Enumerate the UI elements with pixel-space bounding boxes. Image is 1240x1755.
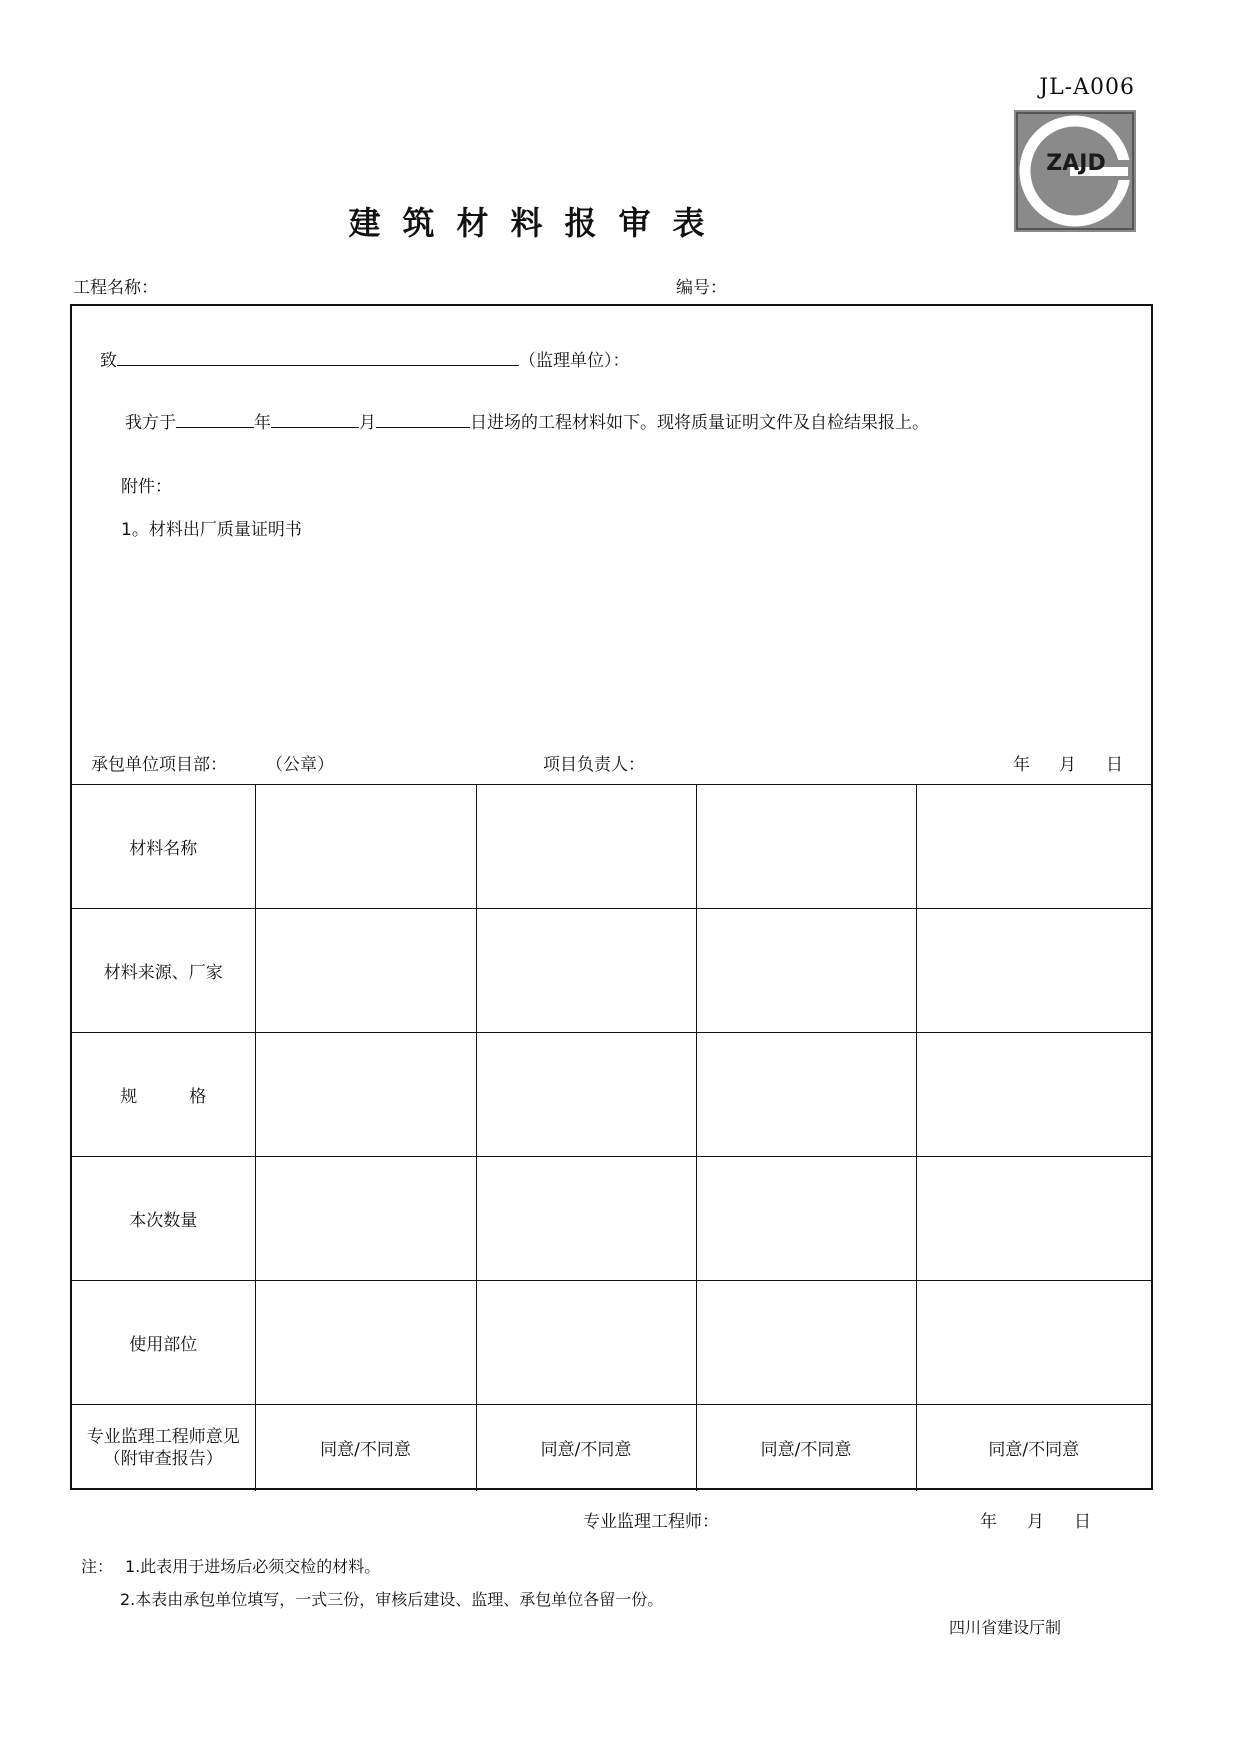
row-label-material-name: 材料名称 (72, 785, 255, 909)
table-cell[interactable] (255, 909, 476, 1033)
table-cell[interactable] (916, 1033, 1151, 1157)
table-cell[interactable] (916, 785, 1151, 909)
note-1: 1.此表用于进场后必须交检的材料。 (125, 1557, 381, 1576)
year-label: 年 (254, 413, 271, 433)
table-cell[interactable] (916, 1281, 1151, 1405)
date-month-label: 月 (1059, 755, 1076, 775)
project-name-label: 工程名称： (73, 278, 158, 298)
spec-char-2: 格 (189, 1087, 207, 1107)
table-row (72, 1157, 1151, 1281)
statement-prefix: 我方于 (125, 413, 176, 433)
table-cell[interactable] (255, 1157, 476, 1281)
agree-option[interactable]: 同意/不同意 (255, 1405, 476, 1491)
table-row (72, 1281, 1151, 1405)
statement-suffix: 日进场的工程材料如下。现将质量证明文件及自检结果报上。 (470, 413, 929, 433)
spec-char-1: 规 (120, 1087, 138, 1107)
issuer: 四川省建设厅制 (949, 1618, 1062, 1637)
agree-option[interactable]: 同意/不同意 (476, 1405, 696, 1491)
form-code: JL-A006 (1039, 75, 1135, 100)
agree-option[interactable]: 同意/不同意 (916, 1405, 1151, 1491)
row-label-opinion (72, 1405, 255, 1491)
to-label: 致 (100, 351, 117, 371)
table-cell[interactable] (476, 1281, 696, 1405)
table-cell[interactable] (696, 909, 916, 1033)
month-label: 月 (359, 413, 376, 433)
date-year-label: 年 (1013, 755, 1030, 775)
footer-year-label: 年 (980, 1512, 997, 1532)
row-label-spec (72, 1033, 255, 1157)
table-cell[interactable] (476, 909, 696, 1033)
opinion-note: （附审查报告） (103, 1448, 223, 1469)
table-cell[interactable] (916, 909, 1151, 1033)
table-row (72, 909, 1151, 1033)
table-cell[interactable] (696, 1033, 916, 1157)
attachment-item: 1。材料出厂质量证明书 (121, 520, 302, 540)
table-cell[interactable] (696, 785, 916, 909)
table-cell[interactable] (255, 1033, 476, 1157)
form-title: 建筑材料报审表 (348, 204, 727, 242)
manager-label: 项目负责人： (543, 755, 645, 775)
attachment-label: 附件： (121, 477, 172, 497)
footer-day-label: 日 (1074, 1512, 1091, 1532)
opinion-label: 专业监理工程师意见 (86, 1426, 240, 1447)
agree-option[interactable]: 同意/不同意 (696, 1405, 916, 1491)
seal-label: （公章） (266, 755, 334, 775)
supervisor-unit-blank[interactable] (117, 347, 519, 366)
row-label-source: 材料来源、厂家 (72, 909, 255, 1033)
table-row (72, 1033, 1151, 1157)
supervisor-unit-label: （监理单位）： (519, 351, 630, 371)
table-cell[interactable] (476, 785, 696, 909)
engineer-label: 专业监理工程师： (583, 1512, 719, 1532)
table-cell[interactable] (255, 785, 476, 909)
statement-line (125, 408, 929, 433)
row-label-quantity: 本次数量 (72, 1157, 255, 1281)
contractor-label: 承包单位项目部： (91, 755, 227, 775)
note-label: 注： (81, 1557, 114, 1576)
form-frame (70, 304, 1153, 1490)
table-cell[interactable] (476, 1157, 696, 1281)
table-row (72, 785, 1151, 909)
row-label-usage: 使用部位 (72, 1281, 255, 1405)
day-blank[interactable] (376, 409, 470, 428)
footer-month-label: 月 (1027, 1512, 1044, 1532)
month-blank[interactable] (271, 409, 359, 428)
date-day-label: 日 (1106, 755, 1123, 775)
number-label: 编号： (676, 278, 727, 298)
table-cell[interactable] (696, 1157, 916, 1281)
table-row (72, 1405, 1151, 1491)
table-cell[interactable] (255, 1281, 476, 1405)
table-cell[interactable] (696, 1281, 916, 1405)
to-line (100, 346, 630, 371)
table-cell[interactable] (916, 1157, 1151, 1281)
year-blank[interactable] (176, 409, 254, 428)
svg-text:ZAJD: ZAJD (1046, 151, 1106, 176)
note-2: 2.本表由承包单位填写，一式三份，审核后建设、监理、承包单位各留一份。 (120, 1590, 664, 1609)
material-table (72, 784, 1151, 1491)
table-cell[interactable] (476, 1033, 696, 1157)
